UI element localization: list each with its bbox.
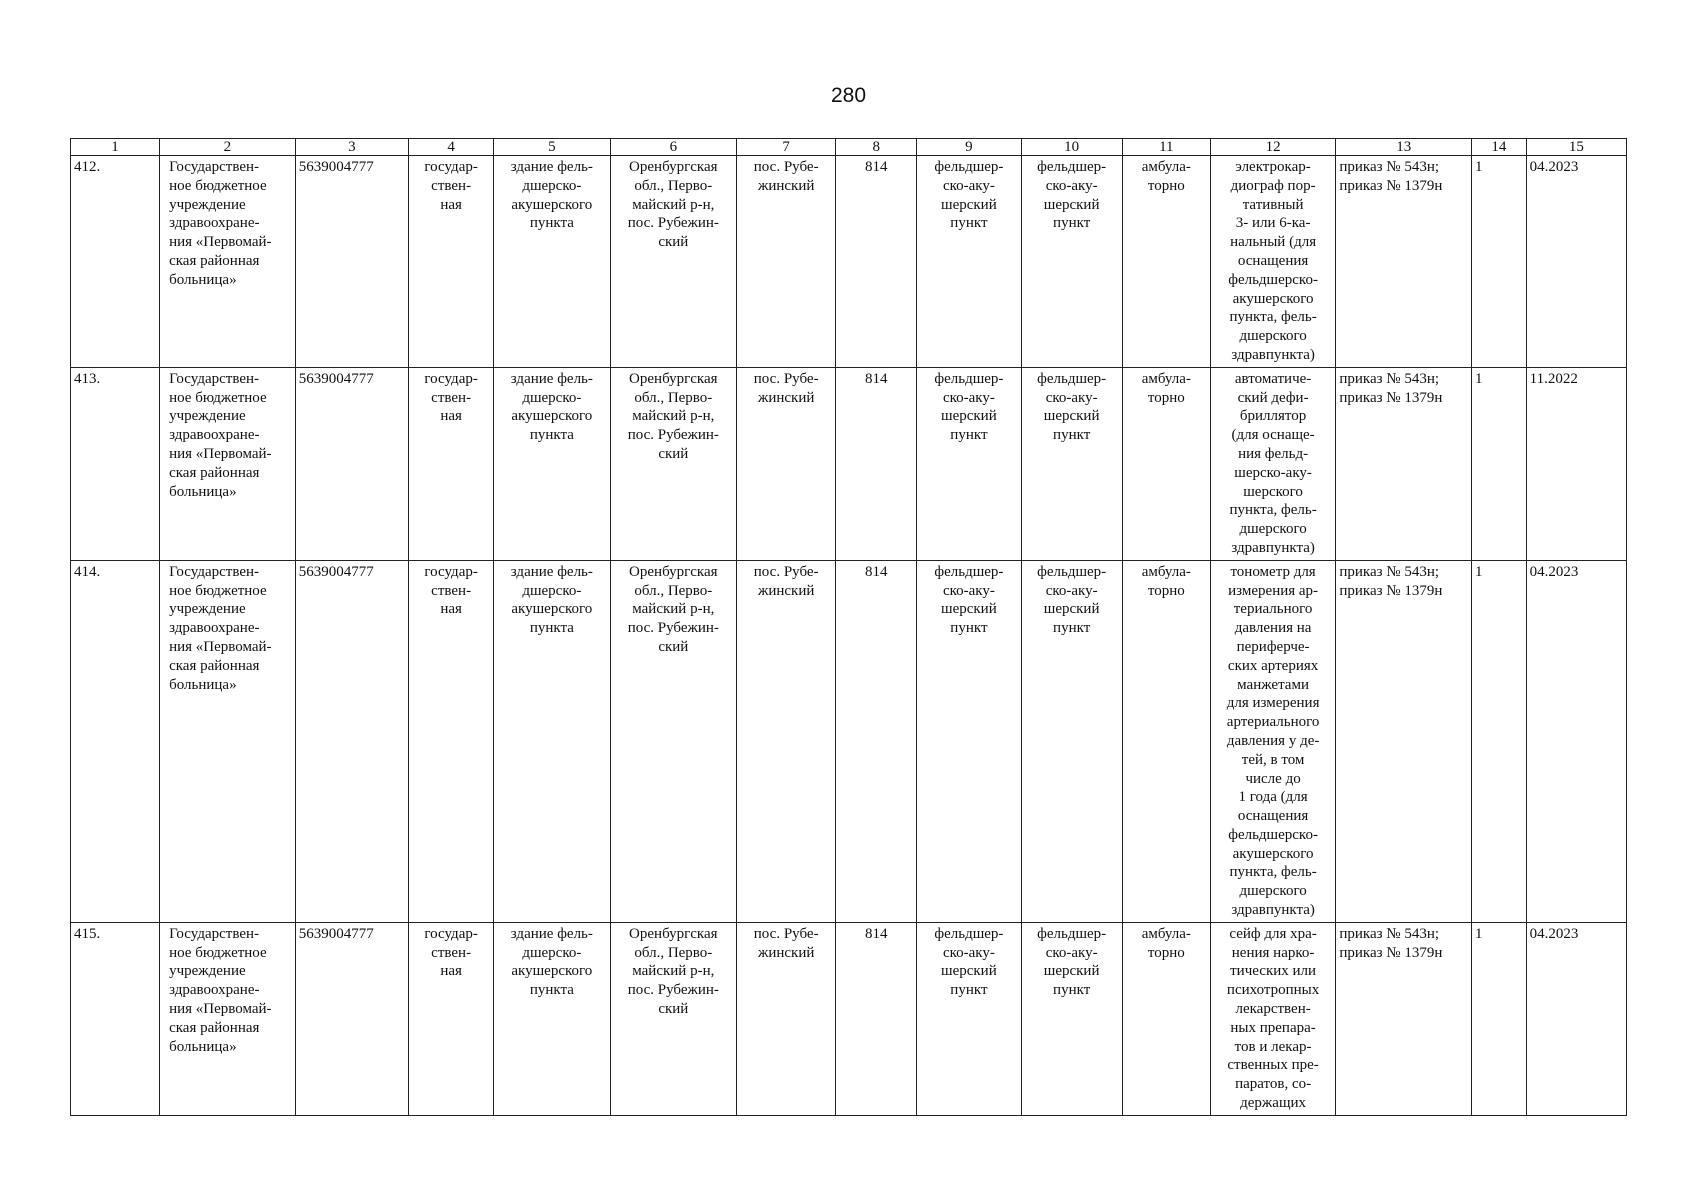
code-cell: 814: [836, 560, 917, 922]
quantity-cell: 1: [1472, 922, 1527, 1115]
date-cell: 11.2022: [1526, 367, 1626, 560]
table-row: [71, 922, 1627, 1115]
inn-cell: 5639004777: [295, 560, 408, 922]
column-number: 6: [610, 139, 737, 156]
address-cell: Оренбургская обл., Перво- майский р-н, пос. Рубежин- ский: [610, 922, 737, 1115]
column-number: 3: [295, 139, 408, 156]
table-row: [71, 560, 1627, 922]
organization-name: Государствен- ное бюджетное учреждение здравоохране- ния «Первомай- ская районная больница»: [169, 370, 272, 500]
ownership-cell: государ- ствен- ная: [409, 560, 494, 922]
page-number: 280: [830, 84, 867, 107]
table-row: [71, 156, 1627, 368]
address-cell: Оренбургская обл., Перво- майский р-н, пос. Рубежин- ский: [610, 367, 737, 560]
registry-table: [70, 138, 1627, 1116]
table-row: [71, 367, 1627, 560]
quantity-cell: 1: [1472, 367, 1527, 560]
column-number: 1: [71, 139, 160, 156]
code-cell: 814: [836, 367, 917, 560]
inn-cell: 5639004777: [295, 367, 408, 560]
unit-type-cell: фельдшер- ско-аку- шерский пункт: [917, 922, 1021, 1115]
ownership-cell: государ- ствен- ная: [409, 156, 494, 368]
row-number: 413.: [71, 367, 160, 560]
column-number: 14: [1472, 139, 1527, 156]
care-mode-cell: амбула- торно: [1122, 560, 1210, 922]
settlement-cell: пос. Рубе- жинский: [737, 156, 836, 368]
column-number: 5: [494, 139, 610, 156]
column-number: 13: [1336, 139, 1472, 156]
column-number: 9: [917, 139, 1021, 156]
order-cell: приказ № 543н; приказ № 1379н: [1336, 560, 1472, 922]
equipment-cell: тонометр для измерения ар- териального давления на периферче- ских артериях манжетами для измерения артериального давления у де- тей, в том числе до 1 года (для оснащения фельдшерско- акушерского пункта, фель- дшерского здравпункта): [1210, 560, 1336, 922]
column-number: 7: [737, 139, 836, 156]
inn-cell: 5639004777: [295, 922, 408, 1115]
row-number: 415.: [71, 922, 160, 1115]
column-number: 15: [1526, 139, 1626, 156]
quantity-cell: 1: [1472, 560, 1527, 922]
equipment-cell: электрокар- диограф пор- тативный 3- или 6-ка- нальный (для оснащения фельдшерско- акушерского пункта, фель- дшерского здравпункта): [1210, 156, 1336, 368]
care-mode-cell: амбула- торно: [1122, 156, 1210, 368]
date-cell: 04.2023: [1526, 156, 1626, 368]
code-cell: 814: [836, 922, 917, 1115]
order-cell: приказ № 543н; приказ № 1379н: [1336, 367, 1472, 560]
building-cell: здание фель- дшерско- акушерского пункта: [494, 156, 610, 368]
column-number: 8: [836, 139, 917, 156]
unit-type-cell: фельдшер- ско-аку- шерский пункт: [917, 156, 1021, 368]
unit-type-cell: фельдшер- ско-аку- шерский пункт: [917, 367, 1021, 560]
date-cell: 04.2023: [1526, 922, 1626, 1115]
building-cell: здание фель- дшерско- акушерского пункта: [494, 922, 610, 1115]
row-number: 412.: [71, 156, 160, 368]
unit-subtype-cell: фельдшер- ско-аку- шерский пункт: [1021, 560, 1122, 922]
column-number: 2: [160, 139, 296, 156]
column-number-row: [71, 139, 1627, 156]
equipment-cell: автоматиче- ский дефи- бриллятор (для оснаще- ния фельд- шерско-аку- шерского пункта, фель- дшерского здравпункта): [1210, 367, 1336, 560]
settlement-cell: пос. Рубе- жинский: [737, 367, 836, 560]
inn-cell: 5639004777: [295, 156, 408, 368]
ownership-cell: государ- ствен- ная: [409, 367, 494, 560]
column-number: 12: [1210, 139, 1336, 156]
building-cell: здание фель- дшерско- акушерского пункта: [494, 560, 610, 922]
column-number: 10: [1021, 139, 1122, 156]
unit-subtype-cell: фельдшер- ско-аку- шерский пункт: [1021, 156, 1122, 368]
building-cell: здание фель- дшерско- акушерского пункта: [494, 367, 610, 560]
organization-name: Государствен- ное бюджетное учреждение здравоохране- ния «Первомай- ская районная больница»: [169, 159, 272, 288]
address-cell: Оренбургская обл., Перво- майский р-н, пос. Рубежин- ский: [610, 560, 737, 922]
organization-name: Государствен- ное бюджетное учреждение здравоохране- ния «Первомай- ская районная больница»: [169, 563, 272, 693]
row-number: 414.: [71, 560, 160, 922]
date-cell: 04.2023: [1526, 560, 1626, 922]
care-mode-cell: амбула- торно: [1122, 922, 1210, 1115]
code-cell: 814: [836, 156, 917, 368]
order-cell: приказ № 543н; приказ № 1379н: [1336, 156, 1472, 368]
unit-subtype-cell: фельдшер- ско-аку- шерский пункт: [1021, 367, 1122, 560]
care-mode-cell: амбула- торно: [1122, 367, 1210, 560]
unit-subtype-cell: фельдшер- ско-аку- шерский пункт: [1021, 922, 1122, 1115]
equipment-cell: сейф для хра- нения нарко- тических или психотропных лекарствен- ных препара- тов и лекар- ственных пре- паратов, со- держащих: [1210, 922, 1336, 1115]
settlement-cell: пос. Рубе- жинский: [737, 560, 836, 922]
settlement-cell: пос. Рубе- жинский: [737, 922, 836, 1115]
address-cell: Оренбургская обл., Перво- майский р-н, пос. Рубежин- ский: [610, 156, 737, 368]
quantity-cell: 1: [1472, 156, 1527, 368]
ownership-cell: государ- ствен- ная: [409, 922, 494, 1115]
organization-name: Государствен- ное бюджетное учреждение здравоохране- ния «Первомай- ская районная больница»: [169, 925, 272, 1055]
unit-type-cell: фельдшер- ско-аку- шерский пункт: [917, 560, 1021, 922]
column-number: 4: [409, 139, 494, 156]
column-number: 11: [1122, 139, 1210, 156]
order-cell: приказ № 543н; приказ № 1379н: [1336, 922, 1472, 1115]
